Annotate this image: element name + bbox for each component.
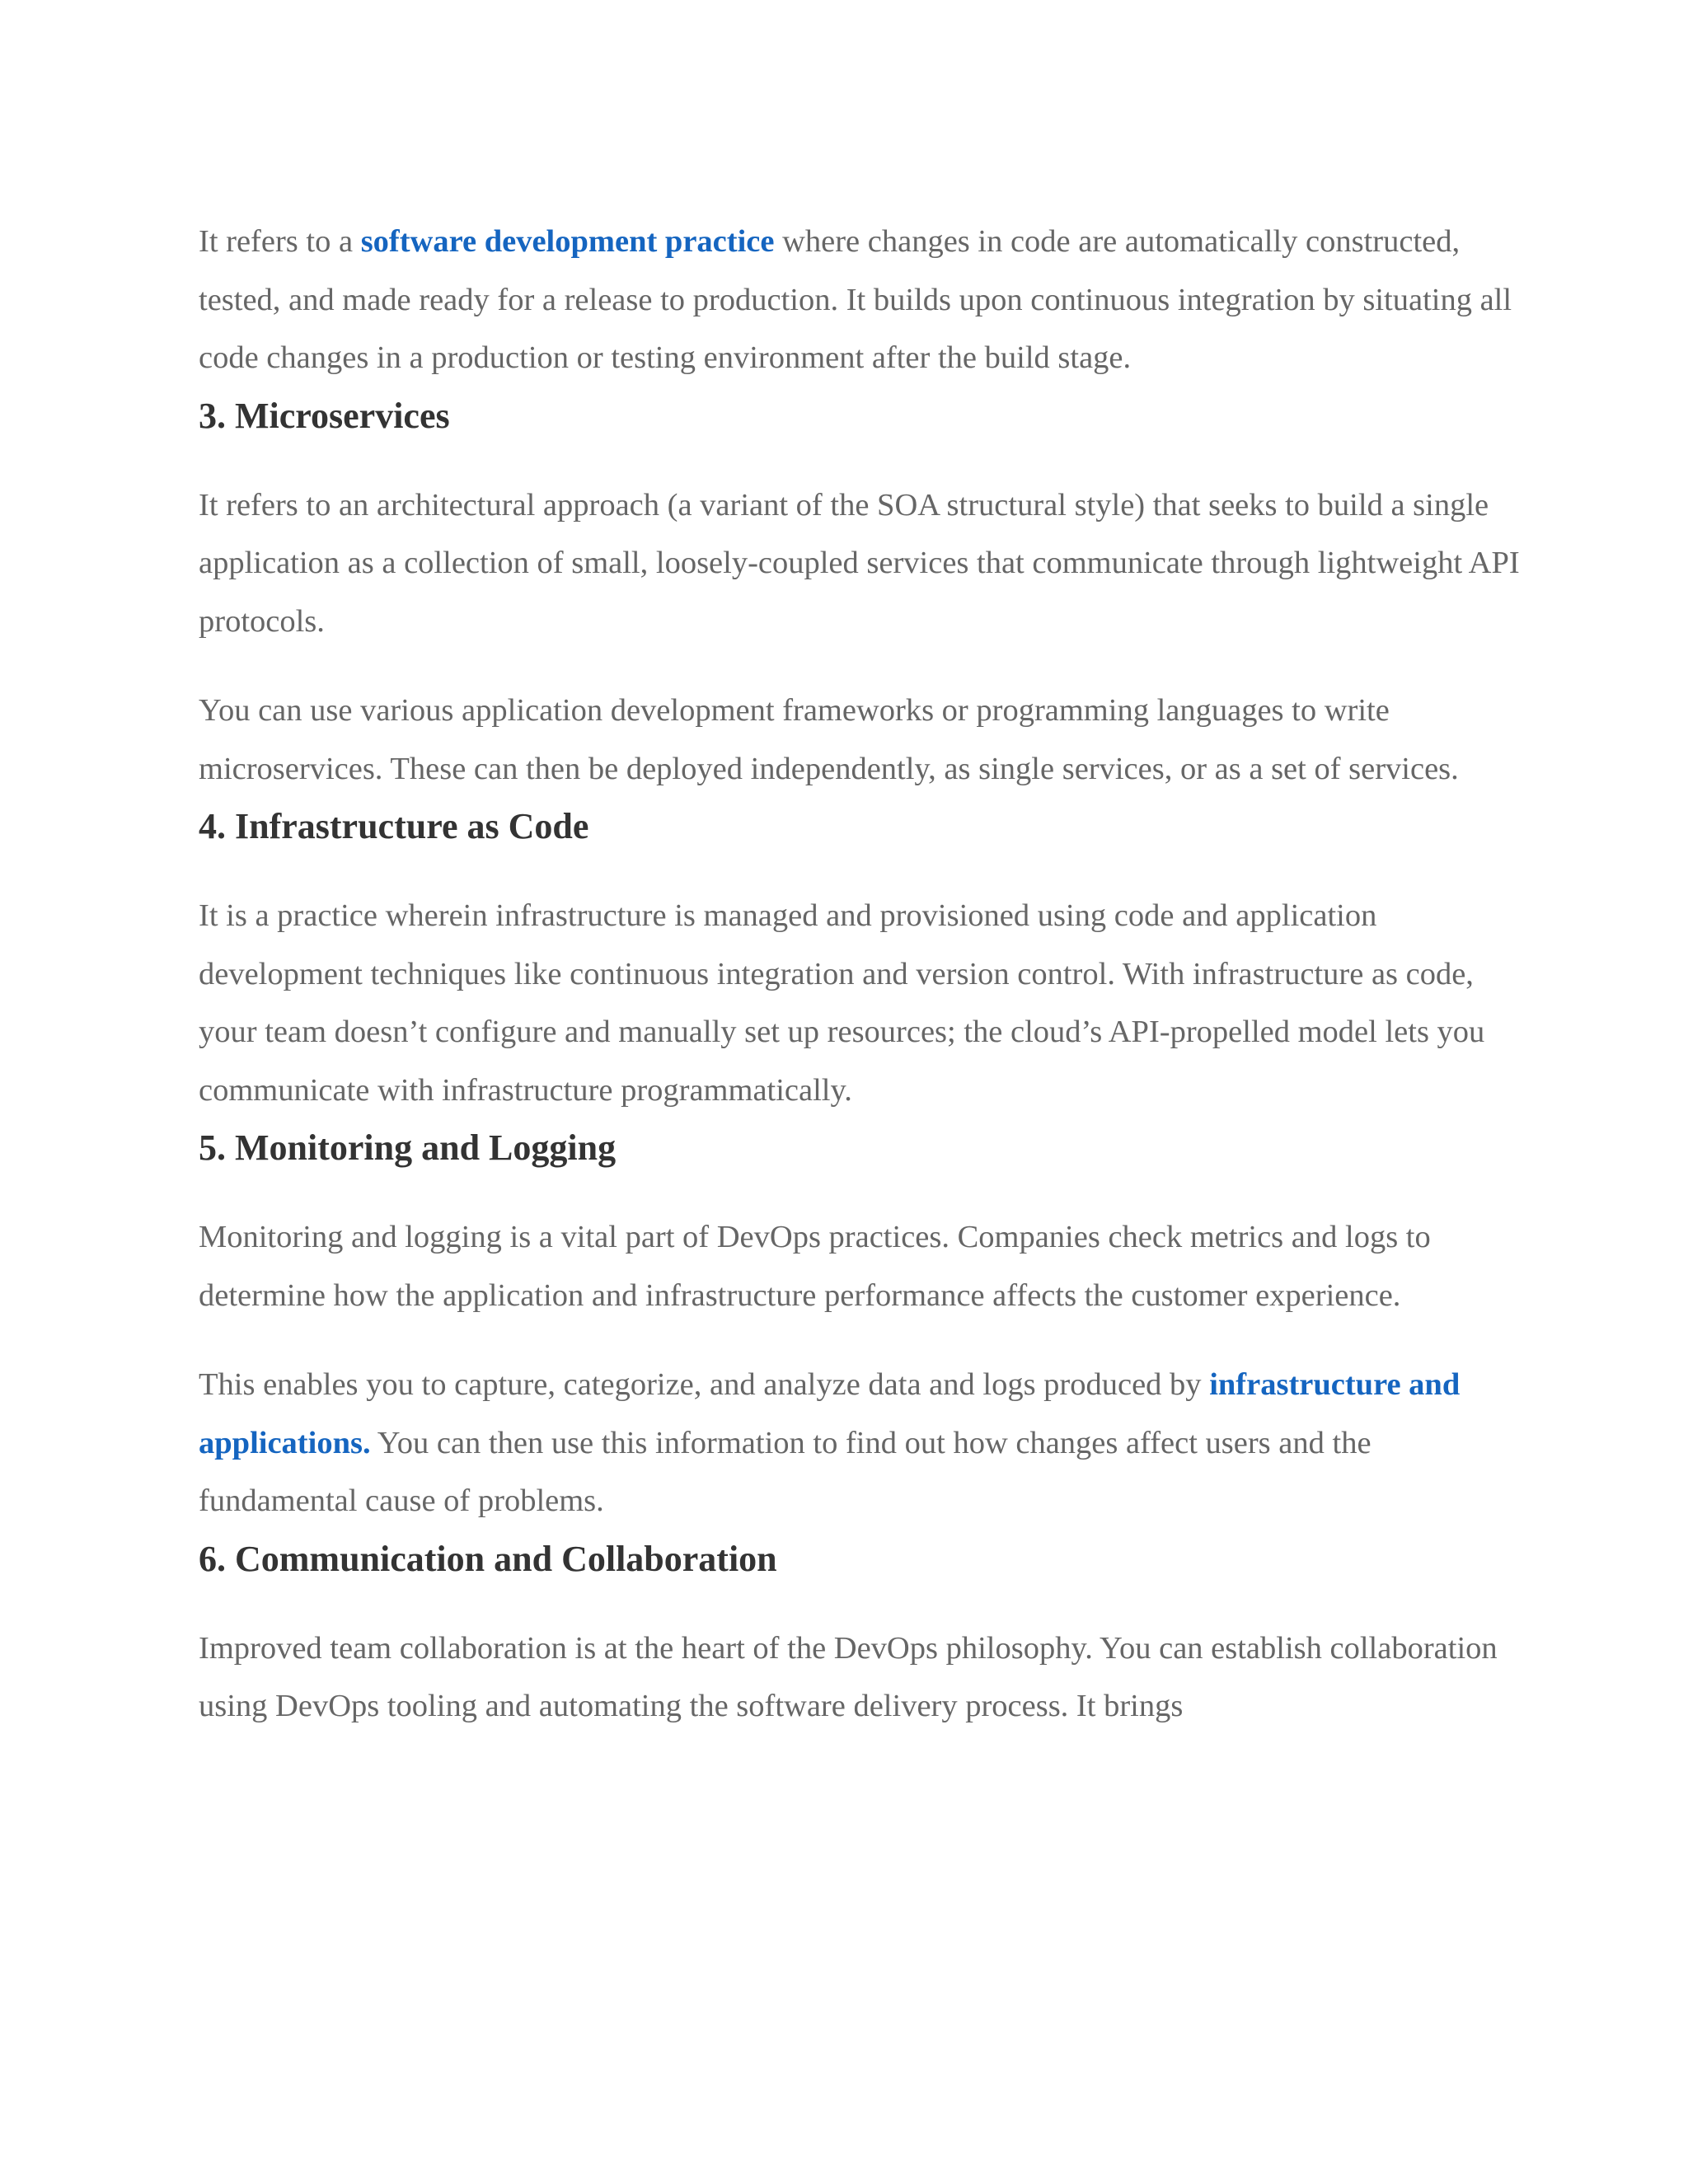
paragraph-text-after-link: You can then use this information to find out how changes affect users and the fundamental cause of problems. (199, 1425, 1372, 1518)
paragraph-microservices-frameworks: You can use various application development frameworks or programming languages to write microservices. These can then be deployed independently, as single services, or as a set of services. (199, 693, 1459, 786)
paragraph-text-before-link: This enables you to capture, categorize, and analyze data and logs produced by (199, 1367, 1210, 1402)
paragraph-continuous-delivery (199, 213, 1534, 387)
document-page (199, 213, 1534, 1736)
paragraph-text-before-link: It refers to a (199, 224, 361, 259)
paragraph-microservices-definition: It refers to an architectural approach (a variant of the SOA structural style) that seeks to build a single application as a collection of small, loosely-coupled services that communicate through lightweight API protocols. (199, 487, 1520, 639)
heading-infrastructure-as-code: 4. Infrastructure as Code (199, 806, 589, 846)
link-software-development-practice[interactable]: software development practice (360, 224, 775, 259)
paragraph-monitoring-capture (199, 1356, 1534, 1530)
paragraph-text-after-link: where changes in code are automatically constructed, tested, and made ready for a release to production. It builds upon continuous integration by situating all code changes in a production or testing environment after the build stage. (199, 224, 1512, 375)
heading-monitoring-and-logging: 5. Monitoring and Logging (199, 1127, 617, 1168)
paragraph-collaboration: Improved team collaboration is at the heart of the DevOps philosophy. You can establish collaboration using DevOps tooling and automating the software delivery process. It brings (199, 1630, 1498, 1723)
link-infrastructure-and-applications[interactable]: infrastructure and applications. (199, 1367, 1461, 1460)
heading-microservices: 3. Microservices (199, 395, 450, 436)
paragraph-infrastructure-as-code: It is a practice wherein infrastructure is managed and provisioned using code and application development techniques like continuous integration and version control. With infrastructure as code, your team doesn’t configure and manually set up resources; the cloud’s API-propelled model lets you communicate with infrastructure programmatically. (199, 898, 1485, 1108)
paragraph-monitoring-vital-part: Monitoring and logging is a vital part of DevOps practices. Companies check metrics and logs to determine how the application and infrastructure performance affects the customer experience. (199, 1220, 1431, 1313)
heading-communication-and-collaboration: 6. Communication and Collaboration (199, 1538, 777, 1579)
